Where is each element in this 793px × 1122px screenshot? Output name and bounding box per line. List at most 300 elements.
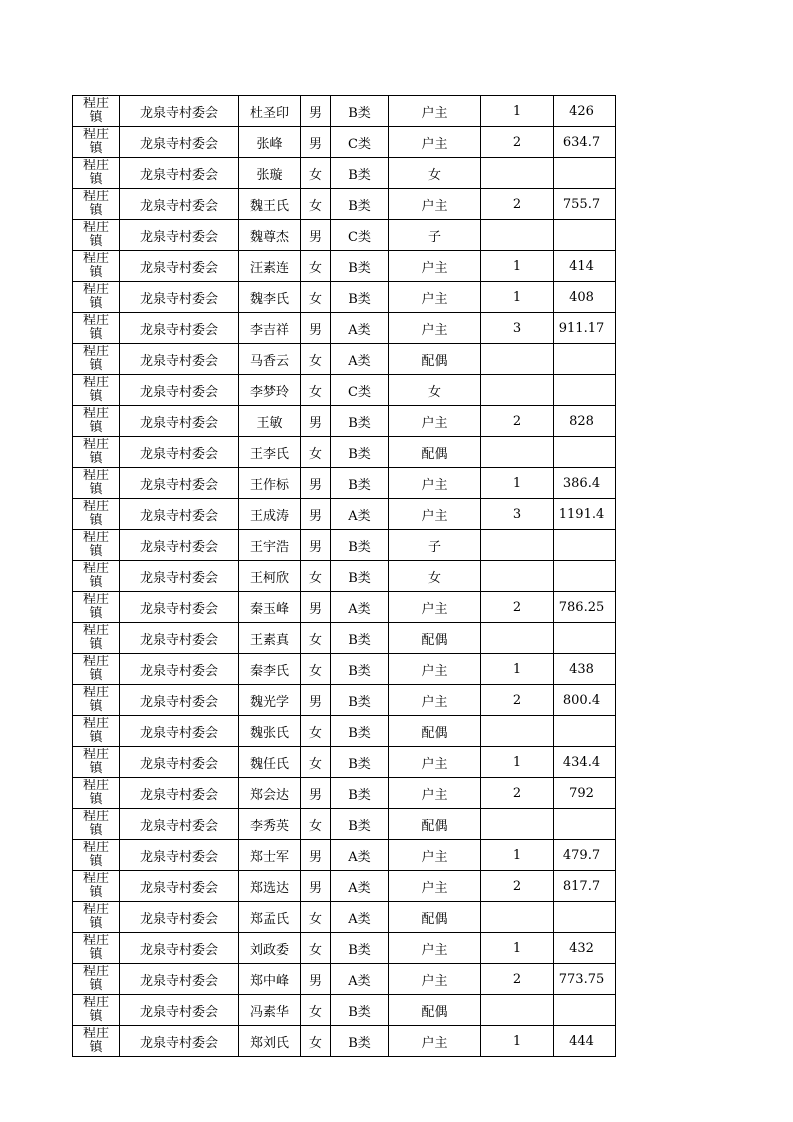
gender-cell: 男 bbox=[301, 685, 331, 716]
relation-cell: 户主 bbox=[389, 778, 481, 809]
table-row bbox=[73, 158, 616, 189]
person-name-cell: 魏尊杰 bbox=[239, 220, 301, 251]
table-row bbox=[73, 468, 616, 499]
amount-cell bbox=[554, 96, 616, 127]
town-cell-text: 程庄镇 bbox=[82, 221, 109, 249]
category-cell: B类 bbox=[331, 437, 389, 468]
amount-cell bbox=[554, 623, 616, 654]
amount-cell bbox=[554, 251, 616, 282]
town-cell-text: 程庄镇 bbox=[82, 717, 109, 745]
person-name-cell: 郑刘氏 bbox=[239, 1026, 301, 1057]
table-row bbox=[73, 623, 616, 654]
gender-cell: 男 bbox=[301, 313, 331, 344]
village-cell: 龙泉寺村委会 bbox=[120, 871, 239, 902]
town-cell bbox=[73, 902, 120, 933]
person-name-cell: 王宇浩 bbox=[239, 530, 301, 561]
table-row bbox=[73, 437, 616, 468]
household-count-cell bbox=[481, 530, 554, 561]
amount-cell-text: 408 bbox=[569, 289, 594, 305]
town-cell-text: 程庄镇 bbox=[82, 903, 109, 931]
table-row bbox=[73, 933, 616, 964]
person-name-cell: 张峰 bbox=[239, 127, 301, 158]
household-count-cell: 1 bbox=[481, 251, 554, 282]
amount-cell bbox=[554, 437, 616, 468]
town-cell-text: 程庄镇 bbox=[82, 407, 109, 435]
category-cell: B类 bbox=[331, 468, 389, 499]
gender-cell: 女 bbox=[301, 251, 331, 282]
town-cell-text: 程庄镇 bbox=[82, 779, 109, 807]
amount-cell-text: 786.25 bbox=[558, 599, 605, 615]
category-cell: A类 bbox=[331, 840, 389, 871]
table-row bbox=[73, 747, 616, 778]
person-name-cell: 杜圣印 bbox=[239, 96, 301, 127]
amount-cell bbox=[554, 592, 616, 623]
category-cell: B类 bbox=[331, 778, 389, 809]
person-name-cell: 秦李氏 bbox=[239, 654, 301, 685]
amount-cell bbox=[554, 127, 616, 158]
amount-cell-text: 773.75 bbox=[558, 971, 605, 987]
person-name-cell: 秦玉峰 bbox=[239, 592, 301, 623]
category-cell: B类 bbox=[331, 251, 389, 282]
household-count-cell bbox=[481, 995, 554, 1026]
category-cell: B类 bbox=[331, 282, 389, 313]
relation-cell: 户主 bbox=[389, 499, 481, 530]
person-name-cell: 王敏 bbox=[239, 406, 301, 437]
village-cell: 龙泉寺村委会 bbox=[120, 592, 239, 623]
person-name-cell: 冯素华 bbox=[239, 995, 301, 1026]
relation-cell: 配偶 bbox=[389, 995, 481, 1026]
village-cell: 龙泉寺村委会 bbox=[120, 654, 239, 685]
gender-cell: 男 bbox=[301, 530, 331, 561]
town-cell-text: 程庄镇 bbox=[82, 159, 109, 187]
person-name-cell: 郑孟氏 bbox=[239, 902, 301, 933]
village-cell: 龙泉寺村委会 bbox=[120, 623, 239, 654]
amount-cell-text: 434.4 bbox=[562, 754, 601, 770]
town-cell bbox=[73, 809, 120, 840]
village-cell: 龙泉寺村委会 bbox=[120, 964, 239, 995]
relation-cell: 配偶 bbox=[389, 344, 481, 375]
town-cell-text: 程庄镇 bbox=[82, 283, 109, 311]
gender-cell: 男 bbox=[301, 964, 331, 995]
town-cell bbox=[73, 96, 120, 127]
relation-cell: 户主 bbox=[389, 933, 481, 964]
amount-cell bbox=[554, 220, 616, 251]
category-cell: B类 bbox=[331, 406, 389, 437]
household-count-cell: 2 bbox=[481, 406, 554, 437]
amount-cell-text: 817.7 bbox=[562, 878, 601, 894]
relation-cell: 女 bbox=[389, 561, 481, 592]
amount-cell-text: 634.7 bbox=[562, 134, 601, 150]
relation-cell: 配偶 bbox=[389, 809, 481, 840]
person-name-cell: 魏光学 bbox=[239, 685, 301, 716]
relation-cell: 户主 bbox=[389, 127, 481, 158]
gender-cell: 女 bbox=[301, 375, 331, 406]
relation-cell: 户主 bbox=[389, 747, 481, 778]
household-count-cell: 2 bbox=[481, 189, 554, 220]
table-row bbox=[73, 406, 616, 437]
amount-cell bbox=[554, 561, 616, 592]
relation-cell: 户主 bbox=[389, 592, 481, 623]
relation-cell: 配偶 bbox=[389, 437, 481, 468]
person-name-cell: 汪素连 bbox=[239, 251, 301, 282]
relation-cell: 户主 bbox=[389, 468, 481, 499]
village-cell: 龙泉寺村委会 bbox=[120, 344, 239, 375]
amount-cell bbox=[554, 716, 616, 747]
town-cell bbox=[73, 654, 120, 685]
table-row bbox=[73, 716, 616, 747]
amount-cell-text: 414 bbox=[569, 258, 594, 274]
town-cell bbox=[73, 313, 120, 344]
person-name-cell: 魏李氏 bbox=[239, 282, 301, 313]
category-cell: C类 bbox=[331, 127, 389, 158]
town-cell-text: 程庄镇 bbox=[82, 934, 109, 962]
amount-cell-text: 828 bbox=[569, 413, 594, 429]
town-cell bbox=[73, 995, 120, 1026]
category-cell: B类 bbox=[331, 809, 389, 840]
relation-cell: 户主 bbox=[389, 251, 481, 282]
town-cell-text: 程庄镇 bbox=[82, 500, 109, 528]
relation-cell: 户主 bbox=[389, 840, 481, 871]
town-cell-text: 程庄镇 bbox=[82, 624, 109, 652]
category-cell: B类 bbox=[331, 530, 389, 561]
gender-cell: 女 bbox=[301, 716, 331, 747]
town-cell bbox=[73, 840, 120, 871]
town-cell bbox=[73, 468, 120, 499]
town-cell-text: 程庄镇 bbox=[82, 810, 109, 838]
person-name-cell: 李梦玲 bbox=[239, 375, 301, 406]
village-cell: 龙泉寺村委会 bbox=[120, 406, 239, 437]
relation-cell: 子 bbox=[389, 530, 481, 561]
amount-cell bbox=[554, 468, 616, 499]
gender-cell: 男 bbox=[301, 468, 331, 499]
table-row bbox=[73, 220, 616, 251]
gender-cell: 女 bbox=[301, 437, 331, 468]
village-cell: 龙泉寺村委会 bbox=[120, 809, 239, 840]
household-count-cell bbox=[481, 561, 554, 592]
village-cell: 龙泉寺村委会 bbox=[120, 127, 239, 158]
category-cell: B类 bbox=[331, 716, 389, 747]
person-name-cell: 李秀英 bbox=[239, 809, 301, 840]
gender-cell: 男 bbox=[301, 220, 331, 251]
table-row bbox=[73, 654, 616, 685]
person-name-cell: 马香云 bbox=[239, 344, 301, 375]
gender-cell: 女 bbox=[301, 344, 331, 375]
town-cell bbox=[73, 1026, 120, 1057]
table-row bbox=[73, 685, 616, 716]
category-cell: A类 bbox=[331, 871, 389, 902]
household-count-cell bbox=[481, 809, 554, 840]
town-cell bbox=[73, 189, 120, 220]
amount-cell bbox=[554, 809, 616, 840]
gender-cell: 男 bbox=[301, 499, 331, 530]
amount-cell bbox=[554, 995, 616, 1026]
table-row bbox=[73, 902, 616, 933]
village-cell: 龙泉寺村委会 bbox=[120, 778, 239, 809]
amount-cell bbox=[554, 282, 616, 313]
household-count-cell bbox=[481, 902, 554, 933]
person-name-cell: 王素真 bbox=[239, 623, 301, 654]
table-row bbox=[73, 127, 616, 158]
household-count-cell: 2 bbox=[481, 685, 554, 716]
person-name-cell: 王作标 bbox=[239, 468, 301, 499]
town-cell bbox=[73, 685, 120, 716]
village-cell: 龙泉寺村委会 bbox=[120, 158, 239, 189]
table-row bbox=[73, 251, 616, 282]
category-cell: B类 bbox=[331, 685, 389, 716]
household-count-cell bbox=[481, 437, 554, 468]
category-cell: B类 bbox=[331, 1026, 389, 1057]
gender-cell: 女 bbox=[301, 623, 331, 654]
amount-cell bbox=[554, 1026, 616, 1057]
village-cell: 龙泉寺村委会 bbox=[120, 902, 239, 933]
person-name-cell: 王成涛 bbox=[239, 499, 301, 530]
table-row bbox=[73, 592, 616, 623]
table-row bbox=[73, 871, 616, 902]
gender-cell: 男 bbox=[301, 96, 331, 127]
household-count-cell bbox=[481, 344, 554, 375]
town-cell-text: 程庄镇 bbox=[82, 593, 109, 621]
amount-cell-text: 438 bbox=[569, 661, 594, 677]
amount-cell-text: 792 bbox=[569, 785, 594, 801]
person-name-cell: 郑士军 bbox=[239, 840, 301, 871]
person-name-cell: 魏张氏 bbox=[239, 716, 301, 747]
village-cell: 龙泉寺村委会 bbox=[120, 716, 239, 747]
gender-cell: 男 bbox=[301, 127, 331, 158]
amount-cell bbox=[554, 778, 616, 809]
village-cell: 龙泉寺村委会 bbox=[120, 995, 239, 1026]
amount-cell bbox=[554, 189, 616, 220]
town-cell bbox=[73, 716, 120, 747]
town-cell bbox=[73, 344, 120, 375]
amount-cell bbox=[554, 871, 616, 902]
town-cell-text: 程庄镇 bbox=[82, 376, 109, 404]
person-name-cell: 郑会达 bbox=[239, 778, 301, 809]
household-count-cell: 3 bbox=[481, 499, 554, 530]
town-cell-text: 程庄镇 bbox=[82, 872, 109, 900]
household-count-cell: 1 bbox=[481, 468, 554, 499]
person-name-cell: 郑中峰 bbox=[239, 964, 301, 995]
town-cell bbox=[73, 127, 120, 158]
table-row bbox=[73, 1026, 616, 1057]
relation-cell: 户主 bbox=[389, 685, 481, 716]
town-cell bbox=[73, 499, 120, 530]
household-count-cell: 2 bbox=[481, 778, 554, 809]
household-count-cell: 1 bbox=[481, 933, 554, 964]
town-cell-text: 程庄镇 bbox=[82, 965, 109, 993]
amount-cell-text: 800.4 bbox=[562, 692, 601, 708]
town-cell-text: 程庄镇 bbox=[82, 345, 109, 373]
household-count-cell bbox=[481, 220, 554, 251]
table-body bbox=[73, 96, 616, 1057]
table-row bbox=[73, 282, 616, 313]
table-row bbox=[73, 964, 616, 995]
village-cell: 龙泉寺村委会 bbox=[120, 468, 239, 499]
amount-cell-text: 911.17 bbox=[558, 320, 605, 336]
household-count-cell bbox=[481, 623, 554, 654]
amount-cell-text: 386.4 bbox=[562, 475, 601, 491]
village-cell: 龙泉寺村委会 bbox=[120, 96, 239, 127]
village-cell: 龙泉寺村委会 bbox=[120, 840, 239, 871]
household-count-cell bbox=[481, 158, 554, 189]
table-row bbox=[73, 561, 616, 592]
household-count-cell: 3 bbox=[481, 313, 554, 344]
table-row bbox=[73, 375, 616, 406]
household-count-cell bbox=[481, 716, 554, 747]
town-cell-text: 程庄镇 bbox=[82, 996, 109, 1024]
category-cell: A类 bbox=[331, 902, 389, 933]
amount-cell bbox=[554, 685, 616, 716]
amount-cell bbox=[554, 530, 616, 561]
category-cell: C类 bbox=[331, 220, 389, 251]
town-cell bbox=[73, 530, 120, 561]
village-cell: 龙泉寺村委会 bbox=[120, 1026, 239, 1057]
household-count-cell: 1 bbox=[481, 840, 554, 871]
table-row bbox=[73, 96, 616, 127]
town-cell bbox=[73, 220, 120, 251]
amount-cell bbox=[554, 654, 616, 685]
town-cell-text: 程庄镇 bbox=[82, 190, 109, 218]
category-cell: B类 bbox=[331, 561, 389, 592]
category-cell: A类 bbox=[331, 964, 389, 995]
household-count-cell: 1 bbox=[481, 1026, 554, 1057]
amount-cell-text: 1191.4 bbox=[558, 506, 605, 522]
table-row bbox=[73, 344, 616, 375]
town-cell bbox=[73, 964, 120, 995]
category-cell: B类 bbox=[331, 654, 389, 685]
village-cell: 龙泉寺村委会 bbox=[120, 933, 239, 964]
village-cell: 龙泉寺村委会 bbox=[120, 530, 239, 561]
amount-cell-text: 755.7 bbox=[562, 196, 601, 212]
gender-cell: 男 bbox=[301, 406, 331, 437]
relation-cell: 户主 bbox=[389, 406, 481, 437]
town-cell bbox=[73, 251, 120, 282]
category-cell: B类 bbox=[331, 158, 389, 189]
relation-cell: 户主 bbox=[389, 964, 481, 995]
town-cell bbox=[73, 437, 120, 468]
relation-cell: 户主 bbox=[389, 313, 481, 344]
town-cell bbox=[73, 375, 120, 406]
town-cell bbox=[73, 933, 120, 964]
gender-cell: 女 bbox=[301, 158, 331, 189]
category-cell: B类 bbox=[331, 995, 389, 1026]
category-cell: B类 bbox=[331, 747, 389, 778]
town-cell bbox=[73, 406, 120, 437]
town-cell bbox=[73, 561, 120, 592]
category-cell: A类 bbox=[331, 592, 389, 623]
village-cell: 龙泉寺村委会 bbox=[120, 499, 239, 530]
gender-cell: 女 bbox=[301, 282, 331, 313]
person-name-cell: 魏王氏 bbox=[239, 189, 301, 220]
category-cell: B类 bbox=[331, 189, 389, 220]
relation-cell: 配偶 bbox=[389, 716, 481, 747]
relation-cell: 户主 bbox=[389, 96, 481, 127]
category-cell: A类 bbox=[331, 313, 389, 344]
gender-cell: 女 bbox=[301, 189, 331, 220]
town-cell-text: 程庄镇 bbox=[82, 531, 109, 559]
relation-cell: 户主 bbox=[389, 189, 481, 220]
amount-cell bbox=[554, 158, 616, 189]
relation-cell: 子 bbox=[389, 220, 481, 251]
village-cell: 龙泉寺村委会 bbox=[120, 220, 239, 251]
amount-cell bbox=[554, 313, 616, 344]
relation-cell: 配偶 bbox=[389, 623, 481, 654]
amount-cell-text: 432 bbox=[569, 940, 594, 956]
town-cell bbox=[73, 747, 120, 778]
relation-cell: 户主 bbox=[389, 654, 481, 685]
gender-cell: 女 bbox=[301, 561, 331, 592]
household-count-cell bbox=[481, 375, 554, 406]
household-count-cell: 2 bbox=[481, 871, 554, 902]
category-cell: C类 bbox=[331, 375, 389, 406]
relation-cell: 女 bbox=[389, 375, 481, 406]
household-count-cell: 2 bbox=[481, 964, 554, 995]
town-cell bbox=[73, 623, 120, 654]
table-row bbox=[73, 809, 616, 840]
town-cell bbox=[73, 158, 120, 189]
gender-cell: 女 bbox=[301, 809, 331, 840]
category-cell: B类 bbox=[331, 623, 389, 654]
gender-cell: 男 bbox=[301, 871, 331, 902]
relation-cell: 配偶 bbox=[389, 902, 481, 933]
gender-cell: 男 bbox=[301, 592, 331, 623]
person-name-cell: 王柯欣 bbox=[239, 561, 301, 592]
relation-cell: 女 bbox=[389, 158, 481, 189]
gender-cell: 女 bbox=[301, 654, 331, 685]
town-cell-text: 程庄镇 bbox=[82, 1027, 109, 1055]
gender-cell: 女 bbox=[301, 747, 331, 778]
town-cell-text: 程庄镇 bbox=[82, 841, 109, 869]
gender-cell: 女 bbox=[301, 933, 331, 964]
gender-cell: 女 bbox=[301, 995, 331, 1026]
data-table bbox=[72, 95, 616, 1057]
category-cell: B类 bbox=[331, 96, 389, 127]
town-cell-text: 程庄镇 bbox=[82, 438, 109, 466]
household-count-cell: 1 bbox=[481, 654, 554, 685]
person-name-cell: 郑选达 bbox=[239, 871, 301, 902]
category-cell: A类 bbox=[331, 344, 389, 375]
village-cell: 龙泉寺村委会 bbox=[120, 561, 239, 592]
town-cell-text: 程庄镇 bbox=[82, 469, 109, 497]
person-name-cell: 魏任氏 bbox=[239, 747, 301, 778]
person-name-cell: 刘政委 bbox=[239, 933, 301, 964]
town-cell-text: 程庄镇 bbox=[82, 686, 109, 714]
table-row bbox=[73, 499, 616, 530]
town-cell-text: 程庄镇 bbox=[82, 97, 109, 125]
town-cell-text: 程庄镇 bbox=[82, 314, 109, 342]
amount-cell-text: 479.7 bbox=[562, 847, 601, 863]
village-cell: 龙泉寺村委会 bbox=[120, 747, 239, 778]
household-count-cell: 1 bbox=[481, 96, 554, 127]
table-row bbox=[73, 189, 616, 220]
category-cell: B类 bbox=[331, 933, 389, 964]
gender-cell: 男 bbox=[301, 840, 331, 871]
person-name-cell: 张璇 bbox=[239, 158, 301, 189]
village-cell: 龙泉寺村委会 bbox=[120, 313, 239, 344]
household-count-cell: 1 bbox=[481, 282, 554, 313]
town-cell-text: 程庄镇 bbox=[82, 128, 109, 156]
gender-cell: 女 bbox=[301, 902, 331, 933]
amount-cell bbox=[554, 840, 616, 871]
town-cell-text: 程庄镇 bbox=[82, 655, 109, 683]
village-cell: 龙泉寺村委会 bbox=[120, 282, 239, 313]
town-cell bbox=[73, 778, 120, 809]
amount-cell bbox=[554, 375, 616, 406]
table-row bbox=[73, 313, 616, 344]
table-row bbox=[73, 530, 616, 561]
village-cell: 龙泉寺村委会 bbox=[120, 437, 239, 468]
town-cell bbox=[73, 871, 120, 902]
gender-cell: 男 bbox=[301, 778, 331, 809]
